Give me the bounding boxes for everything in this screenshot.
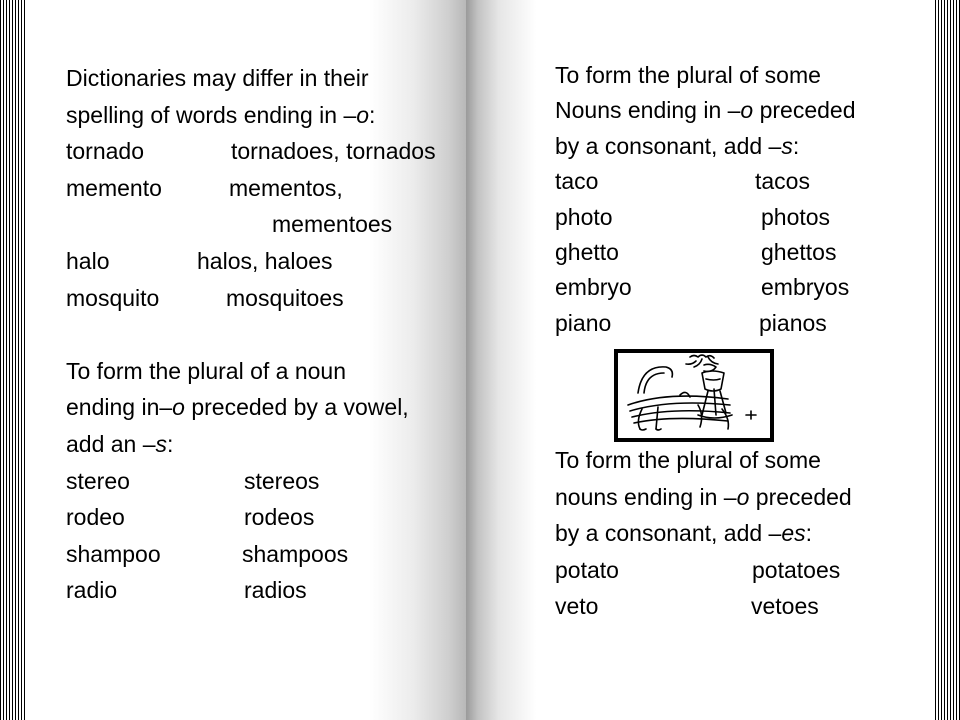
plural-word: embryos (761, 274, 850, 301)
plural-word: vetoes (751, 593, 819, 619)
rule-text: ending in– (66, 394, 173, 421)
word-pair-row (66, 463, 466, 500)
book-page-edges-right (935, 0, 960, 720)
intro-line-1 (66, 60, 466, 97)
rule-line-3 (555, 129, 935, 164)
singular-word: photo (555, 203, 613, 230)
rule-text: add an – (66, 430, 156, 457)
intro-suffix: o (356, 101, 370, 128)
piano-chair-sketch-icon (618, 353, 770, 438)
rule-line-1 (555, 58, 935, 93)
rule-punct: : (805, 520, 813, 546)
rule-text: nouns ending in – (555, 483, 737, 510)
plural-word: shampoos (242, 540, 349, 567)
rule-text: To form the plural of some (555, 62, 821, 88)
rule-suffix: o (172, 394, 185, 421)
rule-text: To form the plural of some (555, 447, 821, 473)
singular-word: embryo (555, 274, 632, 301)
right-page-text-top (555, 58, 935, 341)
rule-line-2 (66, 389, 466, 426)
singular-word: memento (66, 174, 162, 201)
rule-text: by a consonant, add – (555, 520, 782, 546)
illustration-frame (614, 349, 774, 442)
intro-line-2 (66, 97, 466, 134)
rule-line-3 (66, 426, 466, 463)
word-pair-row (555, 164, 935, 199)
singular-word: potato (555, 556, 619, 583)
rule-suffix: es (781, 520, 806, 546)
rule-text: preceded (749, 483, 852, 510)
plural-word: photos (761, 203, 831, 230)
word-pair-row (555, 235, 935, 270)
rule-line-2 (555, 480, 935, 517)
rule-text: preceded by a vowel, (184, 394, 409, 421)
plural-word: potatoes (752, 556, 841, 583)
plural-word: ghettos (761, 238, 837, 265)
singular-word: ghetto (555, 238, 619, 265)
rule-text: Nouns ending in – (555, 97, 741, 124)
left-page-text (66, 60, 466, 609)
plural-word: tornadoes, tornados (231, 138, 436, 165)
word-pair-row (66, 572, 466, 609)
rule-suffix: s (155, 430, 168, 457)
rule-suffix: o (736, 483, 750, 510)
word-pair-row (66, 133, 466, 170)
intro-text: spelling of words ending in – (66, 101, 357, 128)
rule-suffix: s (781, 132, 793, 159)
singular-word: veto (555, 593, 599, 619)
singular-word: mosquito (66, 284, 160, 311)
rule-text: by a consonant, add – (555, 132, 782, 159)
plural-word: rodeos (244, 504, 315, 531)
singular-word: halo (66, 247, 110, 274)
intro-text: Dictionaries may differ in their (66, 65, 369, 91)
plural-word: mementoes (272, 211, 393, 238)
book-page-edges-left (0, 0, 26, 720)
rule-text: preceded (753, 97, 856, 124)
plural-word: stereos (244, 467, 320, 494)
rule-line-1 (66, 353, 466, 390)
rule-text: To form the plural of a noun (66, 357, 346, 384)
singular-word: stereo (66, 467, 130, 494)
singular-word: taco (555, 168, 599, 195)
word-pair-row (555, 306, 935, 341)
rule-line-1 (555, 443, 935, 480)
word-pair-row (66, 536, 466, 573)
singular-word: shampoo (66, 540, 161, 567)
rule-line-2 (555, 93, 935, 128)
rule-line-3 (555, 516, 935, 553)
plural-word: mementos, (229, 174, 343, 201)
singular-word: piano (555, 309, 612, 336)
word-pair-row (66, 206, 466, 243)
singular-word: rodeo (66, 504, 125, 531)
plural-word: radios (244, 577, 307, 604)
plural-word: mosquitoes (226, 284, 344, 311)
singular-word: radio (66, 577, 118, 604)
spacer (66, 316, 466, 353)
intro-punct: : (369, 101, 376, 128)
word-pair-row (555, 553, 935, 590)
plural-word: tacos (755, 168, 810, 195)
plural-word: pianos (759, 309, 827, 336)
word-pair-row (66, 499, 466, 536)
word-pair-row (555, 270, 935, 305)
plural-word: halos, haloes (197, 247, 333, 274)
right-page-text-bottom (555, 443, 935, 626)
rule-suffix: o (740, 97, 754, 124)
word-pair-row (66, 243, 466, 280)
word-pair-row (555, 589, 935, 626)
singular-word: tornado (66, 138, 145, 165)
rule-punct: : (167, 430, 174, 457)
word-pair-row (66, 280, 466, 317)
rule-punct: : (792, 132, 800, 159)
word-pair-row (555, 200, 935, 235)
word-pair-row (66, 170, 466, 207)
